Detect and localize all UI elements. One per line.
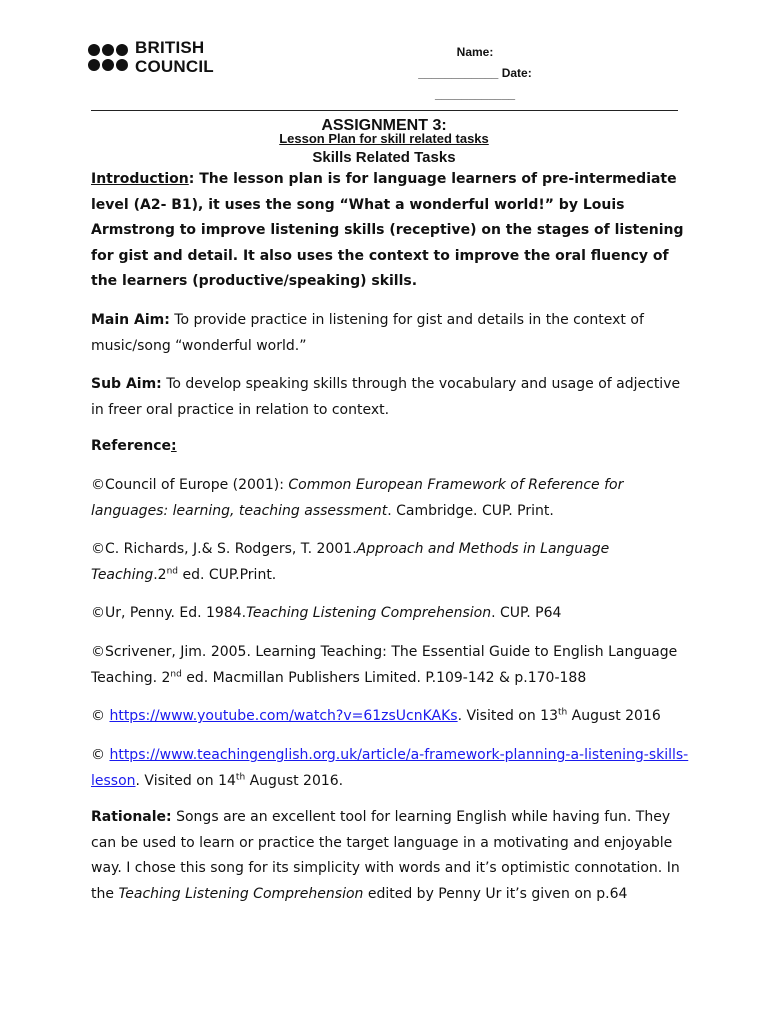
ref1-title: Common European Framework of Reference for languages: learning, teaching assessment — [91, 477, 624, 519]
rationale-label: Rationale: — [91, 809, 172, 825]
sub-aim-text: To develop speaking skills through the vocabulary and usage of adjective in freer oral practice in relation to context. — [91, 376, 681, 418]
assignment-title: ASSIGNMENT 3: — [321, 117, 447, 134]
british-council-logo — [88, 38, 214, 76]
ref3-title: Teaching Listening Comprehension — [246, 605, 492, 621]
skills-title: Skills Related Tasks — [312, 149, 456, 166]
date-label: Date: — [501, 66, 532, 80]
ref6-date: August 2016. — [245, 772, 344, 789]
reference-item-6 — [91, 743, 691, 794]
logo-line-1: BRITISH — [135, 38, 205, 57]
rationale-text: Songs are an excellent tool for learning English while having fun. They can be used to learn or practice the target language in a motivating and enjoyable way. I chose this song for its simplicity with words and it’s optimistic connotation. In the — [91, 809, 680, 902]
ref4-sup: nd — [170, 668, 182, 679]
teachingenglish-link[interactable]: https://www.teachingenglish.org.uk/article/a-framework-planning-a-listening-skills-lesson — [91, 747, 689, 789]
rationale-post: edited by Penny Ur it’s given on p.64 — [363, 885, 628, 902]
reference-item-1 — [91, 473, 691, 524]
introduction-label: Introduction — [91, 171, 189, 187]
rationale-book-title: Teaching Listening Comprehension — [118, 885, 364, 902]
date-row — [360, 63, 590, 84]
ref5-copyright: © — [91, 708, 110, 724]
reference-heading — [91, 434, 691, 460]
ref2-publisher: ed. CUP.Print. — [178, 566, 277, 583]
introduction-paragraph — [91, 167, 691, 295]
rationale-paragraph — [91, 805, 691, 907]
date-blank: ____________ — [418, 66, 499, 80]
ref1-author: ©Council of Europe (2001): — [91, 477, 289, 493]
ref2-edition: .2 — [153, 566, 167, 583]
ref2-author: ©C. Richards, J.& S. Rodgers, T. 2001. — [91, 541, 357, 557]
reference-colon: : — [171, 438, 177, 454]
logo-line-2: COUNCIL — [135, 57, 214, 76]
ref6-sup: th — [235, 771, 246, 782]
ref6-copyright: © — [91, 747, 110, 763]
date-line: ____________ — [434, 87, 516, 101]
ref3-author: ©Ur, Penny. Ed. 1984. — [91, 605, 247, 621]
reference-item-3 — [91, 601, 691, 627]
logo-wordmark — [135, 38, 214, 76]
lesson-plan-title: Lesson Plan for skill related tasks — [279, 131, 489, 146]
logo-dots-icon — [88, 44, 128, 71]
ref6-visited: . Visited on 14 — [135, 772, 236, 789]
ref5-visited: . Visited on 13 — [457, 708, 558, 724]
reference-item-2 — [91, 537, 691, 588]
introduction-text: The lesson plan is for language learners of pre-intermediate level (A2- B1), it uses the song “What a wonderful world!” by Louis Armstrong to improve listening skills (receptive) on the stages of listening for gist and detail. It also uses the context to improve the oral fluency of the learners (productive/speaking) skills. — [91, 171, 684, 289]
reference-item-4 — [91, 640, 691, 691]
name-label: Name: — [456, 45, 494, 59]
ref3-publisher: . CUP. P64 — [491, 605, 562, 621]
main-aim-label: Main Aim: — [91, 312, 170, 328]
youtube-link[interactable]: https://www.youtube.com/watch?v=61zsUcnKAKs — [109, 708, 458, 724]
introduction-colon: : — [188, 171, 195, 187]
header-divider — [91, 110, 678, 111]
main-aim-text: To provide practice in listening for gist and details in the context of music/song “wonderful world.” — [91, 312, 644, 354]
ref1-publisher: . Cambridge. CUP. Print. — [387, 502, 554, 519]
main-aim-paragraph — [91, 308, 691, 359]
reference-label: Reference — [91, 438, 172, 454]
sub-aim-paragraph — [91, 372, 691, 423]
ref5-date: August 2016 — [567, 708, 661, 724]
ref2-sup: nd — [166, 565, 179, 576]
reference-item-5 — [91, 704, 691, 730]
sub-aim-label: Sub Aim: — [91, 376, 162, 392]
ref5-sup: th — [558, 707, 568, 718]
ref2-title: Approach and Methods in Language Teaching — [91, 541, 610, 583]
ref4-text: ©Scrivener, Jim. 2005. Learning Teaching: The Essential Guide to English Language Teaching. 2 — [91, 644, 678, 686]
name-date-block — [360, 42, 590, 105]
ref4-publisher: ed. Macmillan Publishers Limited. P.109-142 & p.170-188 — [181, 669, 587, 686]
